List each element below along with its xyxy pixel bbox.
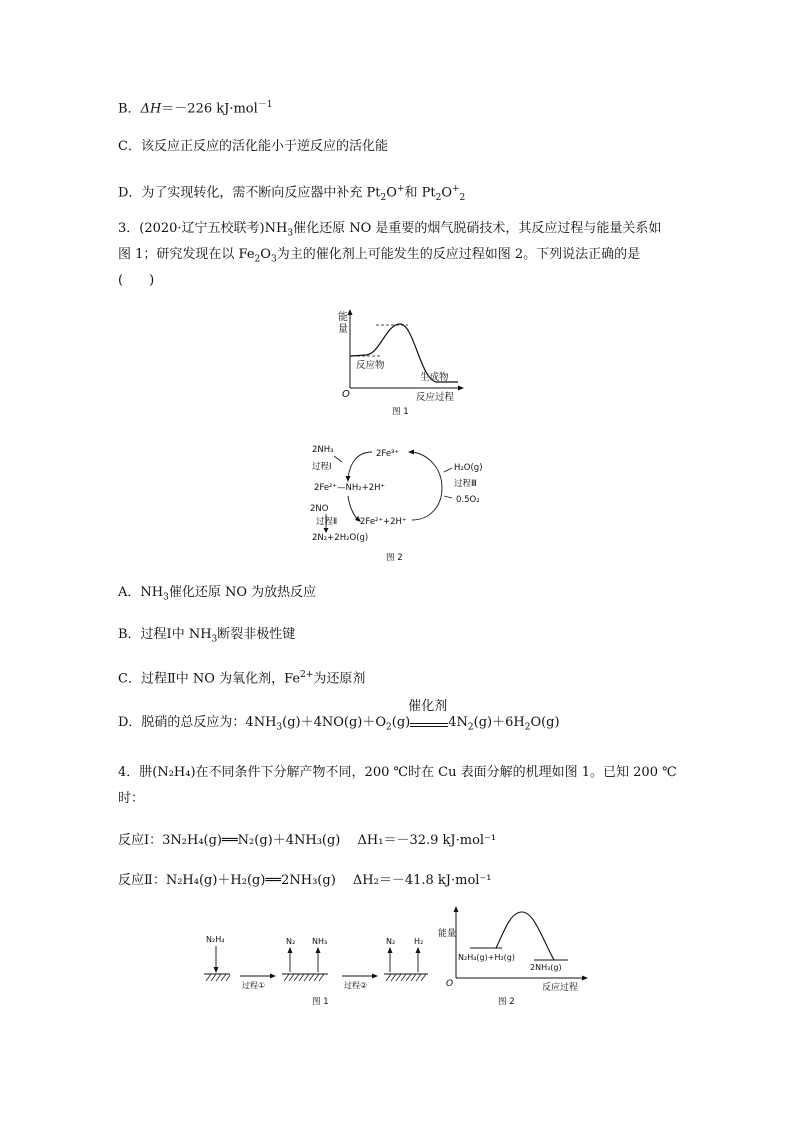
x-label: 反应过程	[416, 392, 455, 403]
text: 和 Pt	[404, 185, 436, 201]
origin-label: O	[342, 389, 350, 400]
reaction-2: 反应Ⅱ：N₂H₄(g)＋H₂(g)══2NH₃(g) ΔH₂＝－41.8 kJ·mol⁻¹	[118, 873, 492, 888]
text: A．NH	[118, 585, 164, 600]
nh3-label: 2NH₃	[312, 445, 334, 455]
text: 3．(2020·辽宁五校联考)NH	[118, 221, 288, 236]
n2h4-label: N₂H₄	[206, 935, 225, 944]
text: 4N	[448, 715, 468, 730]
q3-line2: 图 1；研究发现在以 $Fe_2O_3$为主的催化剂上可能发生的反应过程如图 2。下列说法正确的是	[118, 247, 641, 265]
y-label-2: 量	[338, 324, 348, 335]
origin-label: O	[446, 979, 454, 989]
value: ＝－226 kJ·mol	[161, 101, 258, 117]
fig2-caption: 图 2	[498, 997, 515, 1007]
process1-label: 过程Ⅰ	[312, 462, 332, 472]
delta-h: ΔH	[140, 101, 162, 117]
energy-diagram-fig2	[438, 902, 594, 1012]
text: O(g)	[530, 715, 560, 730]
exponent: －1	[257, 100, 273, 110]
catalyst-label: 催化剂	[408, 699, 448, 714]
text: 图 1；研究发现在以 Fe	[118, 247, 255, 262]
fe2-nh2-label: 2Fe²⁺—NH₂+2H⁺	[314, 483, 386, 493]
text: (g)＋6H	[473, 715, 525, 730]
h2-label: H₂	[414, 937, 424, 946]
q3-option-b: B．过程Ⅰ中 $NH_3$断裂非极性键	[118, 627, 296, 645]
fig2-caption: 图 2	[386, 553, 403, 563]
o2-label: 0.5O₂	[456, 495, 480, 505]
cu-mechanism-fig1	[196, 932, 436, 1012]
fig1-caption: 图 1	[392, 407, 409, 417]
q3-option-c: C．过程Ⅱ中 NO 为氧化剂，$Fe^{2+}$为还原剂	[118, 670, 366, 687]
q3-option-d: D．脱硝的总反应为：$4NH_3(g)+4NO(g)+O_2(g)$ 催化剂 $4N_2(g)+6H_2O(g)$	[118, 699, 560, 733]
process3-label: 过程Ⅲ	[454, 479, 477, 489]
text: D．脱硝的总反应为：4NH	[118, 715, 277, 730]
reactant-label: N₂H₄(g)+H₂(g)	[458, 953, 515, 962]
text: (g)＋4NO(g)＋O	[282, 715, 387, 730]
fig1-caption: 图 1	[312, 997, 329, 1007]
y-label-1: 能	[338, 312, 348, 323]
fe3-label: 2Fe³⁺	[376, 449, 399, 459]
process1-label: 过程①	[242, 981, 266, 990]
product-label: 2NH₃(g)	[530, 963, 562, 972]
product-label: 生成物	[420, 372, 449, 383]
option-b-prev	[118, 96, 273, 118]
text: 催化还原 NO 是重要的烟气脱硝技术，其反应过程与能量关系如	[293, 221, 662, 236]
reaction-1: 反应Ⅰ：3N₂H₄(g)══N₂(g)＋4NH₃(g) ΔH₁＝－32.9 kJ·mol⁻¹	[118, 833, 497, 848]
q4-line1: 4．肼(N₂H₄)在不同条件下分解产物不同，200 ℃时在 Cu 表面分解的机理如图 1。已知 200 ℃	[118, 765, 677, 780]
reaction-cycle-fig2	[300, 440, 510, 564]
reactant-label: 反应物	[356, 360, 385, 371]
text: B．过程Ⅰ中 NH	[118, 627, 212, 642]
text: O	[260, 247, 271, 262]
n2-label: N₂	[286, 937, 296, 946]
option-d-prev: D．为了实现转化，需不断向反应器中补充 $Pt_2O^+$和 $Pt_2O^+_2$	[118, 184, 466, 203]
energy-diagram-fig1	[328, 306, 468, 418]
option-label: B．	[118, 101, 141, 117]
q3-line3: ( )	[118, 273, 155, 288]
q4-line2: 时：	[118, 791, 145, 806]
text: 为主的催化剂上可能发生的反应过程如图 2。下列说法正确的是	[276, 247, 641, 262]
fe2h-label: 2Fe²⁺+2H⁺	[360, 517, 407, 527]
nh3-label: NH₃	[312, 937, 328, 946]
text: 断裂非极性键	[217, 627, 296, 642]
text: 为还原剂	[313, 671, 366, 687]
products-label: 2N₂+2H₂O(g)	[312, 533, 369, 543]
option-c-prev: C．该反应正反应的活化能小于逆反应的活化能	[118, 139, 388, 154]
text: O	[386, 185, 397, 201]
text: D．为了实现转化，需不断向反应器中补充 Pt	[118, 185, 381, 201]
no-label: 2NO	[310, 504, 329, 514]
process2-label: 过程②	[344, 981, 368, 990]
catalyst-arrow	[408, 699, 448, 732]
text: 催化还原 NO 为放热反应	[168, 585, 317, 600]
n2b-label: N₂	[386, 937, 396, 946]
text: (g)	[391, 715, 411, 730]
process2-label: 过程Ⅱ	[316, 517, 338, 527]
h2o-label: H₂O(g)	[454, 463, 483, 473]
q3-option-a: A．$NH_3$催化还原 NO 为放热反应	[118, 585, 317, 603]
q3-line1: 3．(2020·辽宁五校联考)$NH_3$催化还原 NO 是重要的烟气脱硝技术，其反应过程与能量关系如	[118, 221, 662, 239]
text: O	[441, 185, 452, 201]
y-label: 能量	[438, 929, 457, 939]
x-label: 反应过程	[542, 983, 579, 993]
text: C．过程Ⅱ中 NO 为氧化剂，Fe	[118, 671, 301, 687]
